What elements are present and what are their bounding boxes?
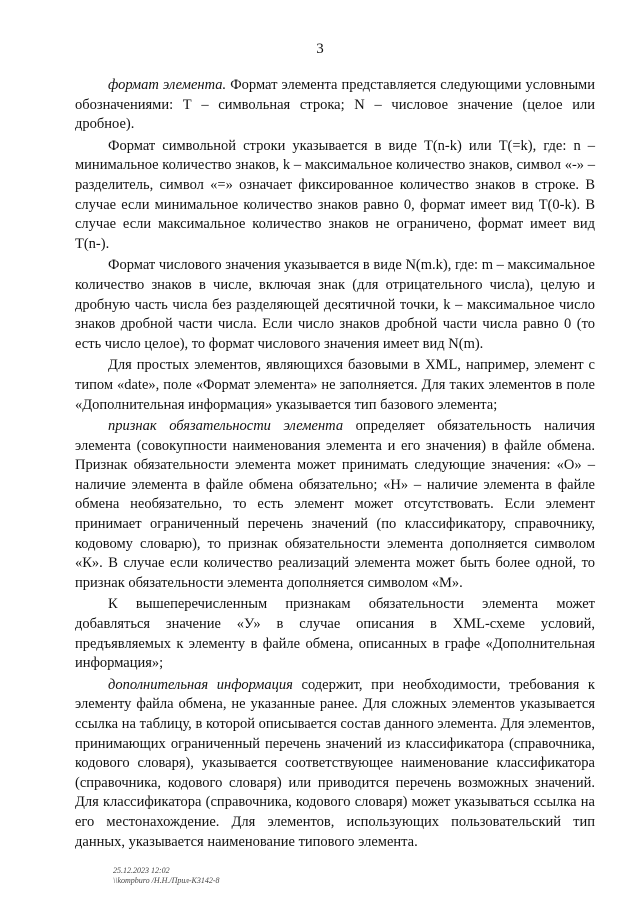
term-element-format: формат элемента. [108, 77, 227, 93]
paragraph-mandatory-flag [75, 417, 595, 593]
document-body [75, 76, 595, 854]
paragraph-text: содержит, при необходимости, требования к элементу файла обмена, не указанные ранее. Для сложных элементов указывается ссылка на таблицу, в которой описывается состав данного элемента. Для элементов, принимающих ограниченный перечень значений из классификатора (справочника, кодового словаря), указывается соответствующее наименование классификатора (справочника, кодового словаря) или приводится перечень возможных значений. Для классификатора (справочника, кодового словаря) может указываться ссылка на его местонахождение. Для элементов, использующих пользовательский тип данных, указывается наименование типового элемента. [75, 676, 595, 850]
paragraph-element-format [75, 76, 595, 135]
paragraph-simple-elements [75, 356, 595, 415]
paragraph-string-format [75, 137, 595, 255]
page-number: 3 [316, 41, 324, 57]
paragraph-text: определяет обязательность наличия элемента (совокупности наименования элемента и его значения) в файле обмена. Признак обязательности элемента может принимать следующие значения: «О» – наличие элемента в файле обмена обязательно; «Н» – наличие элемента в файле обмена необязательно, то есть элемент может отсутствовать. Если элемент принимает ограниченный перечень значений (по классификатору, справочнику, кодовому словарю), то признак обязательности элемента дополняется символом «К». В случае если количество реализаций элемента может быть более одной, то признак обязательности элемента дополняется символом «М». [75, 418, 595, 591]
paragraph-text: Формат символьной строки указывается в виде Т(n-k) или Т(=k), где: n – минимальное количество знаков, k – максимальное количество знаков, символ «-» – разделитель, символ «=» означает фиксированное количество знаков в строке. В случае если минимальное количество знаков равно 0, формат имеет вид Т(0-k). В случае если максимальное количество знаков не ограничено, формат имеет вид Т(n-). [75, 137, 595, 252]
term-additional-info: дополнительная информация [108, 676, 293, 693]
paragraph-text: Формат элемента представляется следующими условными обозначениями: Т – символьная строка; N – числовое значение (целое или дробное). [75, 77, 595, 133]
paragraph-condition-flag [75, 595, 595, 673]
footer-stamp [113, 866, 220, 886]
paragraph-additional-info [75, 676, 595, 852]
term-mandatory-flag: признак обязательности элемента [108, 418, 344, 435]
footer-doc-ref: \\kompburo /Н.Н./Прил-К3142-8 [113, 876, 220, 885]
footer-date: 25.12.2023 12:02 [113, 866, 170, 875]
paragraph-text: Формат числового значения указывается в виде N(m.k), где: m – максимальное количество знаков в числе, включая знак (для отрицательного числа), целую и дробную часть числа без разделяющей десятичной точки, k – максимальное число знаков дробной части числа. Если число знаков дробной части числа равно 0 (то есть число целое), то формат числового значения имеет вид N(m). [75, 257, 595, 352]
paragraph-text: Для простых элементов, являющихся базовыми в XML, например, элемент с типом «date», поле «Формат элемента» не заполняется. Для таких элементов в поле «Дополнительная информация» указывается тип базового элемента; [75, 357, 595, 413]
paragraph-number-format [75, 256, 595, 354]
paragraph-text: К вышеперечисленным признакам обязательности элемента может добавляться значение «У» в случае описания в XML-схеме условий, предъявляемых к элементу в файле обмена, описанных в графе «Дополнительная информация»; [75, 596, 595, 672]
